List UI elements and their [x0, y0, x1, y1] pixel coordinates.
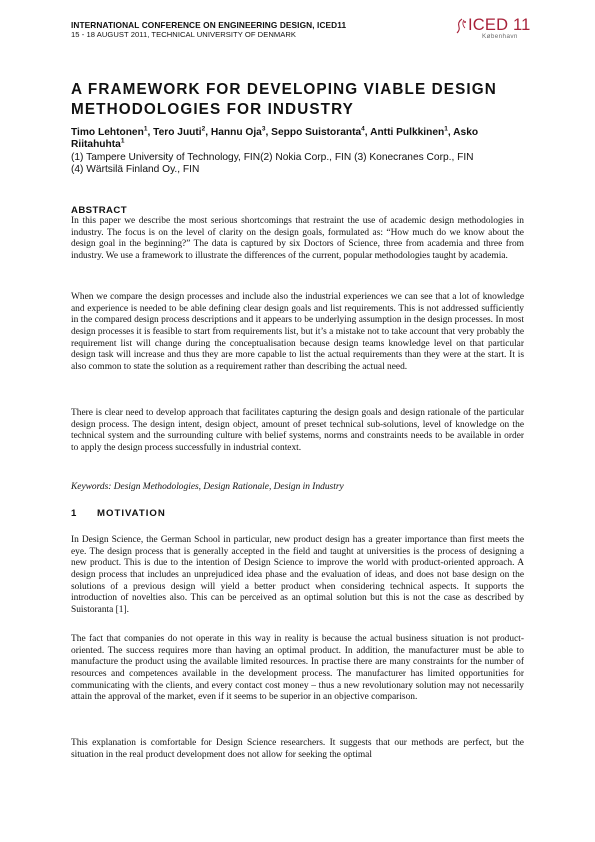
author-name: Antti Pulkkinen: [370, 127, 445, 138]
paper-title: A FRAMEWORK FOR DEVELOPING VIABLE DESIGN METHODOLOGIES FOR INDUSTRY: [71, 81, 497, 118]
affiliations-line: (1) Tampere University of Technology, FIN(2) Nokia Corp., FIN (3) Konecranes Corp., FIN: [71, 151, 474, 163]
author-affiliation-mark: 1: [120, 138, 125, 146]
conference-header: [71, 20, 451, 40]
section-number: 1: [71, 508, 78, 519]
conference-dates-venue: 15 - 18 AUGUST 2011, TECHNICAL UNIVERSITY OF DENMARK: [71, 30, 296, 39]
logo-subtext: København: [482, 33, 518, 40]
author-affiliation-mark: 3: [261, 125, 266, 133]
author-name: Timo Lehtonen: [71, 127, 144, 138]
logo-text: ICED 11: [468, 16, 531, 34]
body-paragraph: The fact that companies do not operate in this way in reality is because the actual business situation is not product-oriented. The success requires more than having an optimal product. In addition, the manufacturer must be able to manufacture the product using the available limited resources. In practise there are many constraints for the number of resources and competences available in the development process. The manufacturer has limited opportunities for communicating with the clients, and every contact cost money – thus a new revolutionary solution may not necessarily attain the approval of the market, even if it seems to be superior in an objective comparison.: [71, 634, 524, 703]
section-title: MOTIVATION: [97, 508, 166, 519]
author-list: Timo Lehtonen$^1$, Tero Juuti$^2$, Hannu Oja$^3$, Seppo Suistoranta$^4$, Antti Pulkkinen$^1$, Asko Riitahuhta$^1$: [71, 125, 479, 151]
affiliations-line: (4) Wärtsilä Finland Oy., FIN: [71, 164, 200, 176]
author-affiliation-mark: 4: [361, 125, 365, 133]
author-name: Tero Juuti: [153, 127, 202, 138]
author-affiliation-mark: 2: [201, 125, 206, 133]
author-affiliation-mark: 1: [444, 125, 448, 133]
author-name: Hannu Oja: [210, 127, 262, 138]
abstract-paragraph: There is clear need to develop approach that facilitates capturing the design goals and design rationale of the particular design process. The design intent, design object, amount of preset technical sub-solutions, level of knowledge on the technical system and the surrounding culture with belief systems, norms and constraints needs to be available in order to apply the design process successfully in industrial context.: [71, 408, 524, 453]
body-paragraph: This explanation is comfortable for Design Science researchers. It suggests that our methods are perfect, but the situation in the real product development does not allow for seeking the optimal: [71, 738, 524, 760]
body-paragraph: In Design Science, the German School in particular, new product design has a greater importance than first meets the eye. The design process that is generally accepted in the field and taught at universities is the process of designing a new product. This is due to the intention of Design Science to improve the world with product-oriented approach. A design process that includes an unprejudiced idea phase and the evaluation of ideas, and does not base design on the solutions of a previous design will yield a better product when considering technical aspects. It supports the introduction of novelties also. This can be perceived as an optimal solution but this is not the case as described by Suistoranta [1].: [71, 535, 524, 615]
abstract-paragraph: In this paper we describe the most serious shortcomings that restraint the use of academic design methodologies in industry. The focus is on the level of clarity on the design goals, formulated as: “How much do we know about the design goal in the beginning?” The data is captured by six Doctors of Science, three from academia and three from industry. We use a framework to illustrate the differences of the current, popular methodologies taught by academia.: [71, 216, 524, 261]
keywords: Keywords: Design Methodologies, Design Rationale, Design in Industry: [71, 482, 344, 492]
abstract-heading: ABSTRACT: [71, 205, 127, 216]
abstract-paragraph: When we compare the design processes and include also the industrial experiences we can see that a lot of knowledge and experience is needed to be able defining clear design goals and list requirements. This is not addressed sufficiently in the compared design process descriptions and it appears to be underlying assumption in the design processes. In most design processes it is feasible to start from requirements list, but it’s a mistake not to take account that very probably the requirement list will change during the conceptualisation because design teams knowledge level on that particular design task will increase and thus they are more capable to list the actual requirements than they were at the start. It is also common to state the solution as a requirement rather than describing the actual need.: [71, 292, 524, 372]
iced-logo: [456, 15, 536, 41]
author-name: Seppo Suistoranta: [271, 127, 362, 138]
conference-name: INTERNATIONAL CONFERENCE ON ENGINEERING DESIGN, ICED11: [71, 20, 347, 30]
author-name: Asko Riitahuhta: [71, 127, 479, 151]
author-affiliation-mark: 1: [143, 125, 148, 133]
author-block: [71, 127, 531, 177]
section-heading-motivation: [71, 508, 166, 519]
iced-logo-mark-icon: [456, 18, 468, 34]
